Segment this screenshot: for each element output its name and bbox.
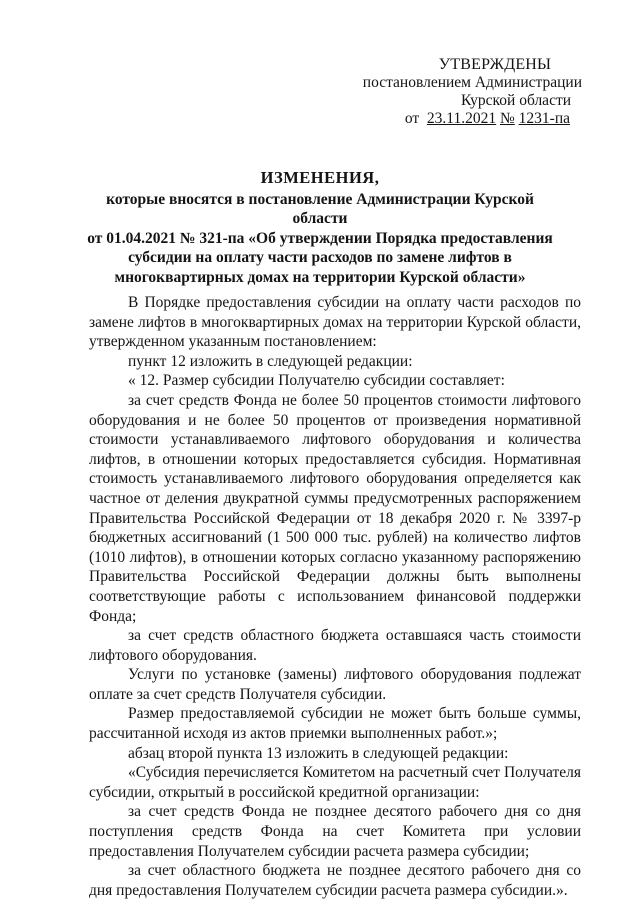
- approval-title: УТВЕРЖДЕНЫ: [438, 56, 552, 73]
- body-paragraph: абзац второй пункта 13 изложить в следующей редакции:: [128, 744, 509, 762]
- heading-title: ИЗМЕНЕНИЯ,: [260, 168, 380, 187]
- heading-line: от 01.04.2021 № 321-па «Об утверждении Порядка предоставления: [87, 229, 553, 247]
- approval-line-administration: постановлением Администрации: [362, 74, 582, 91]
- approval-block: [360, 56, 600, 128]
- body-paragraph: «Субсидия перечисляется Комитетом на расчетный счет Получателя субсидии, открытый в российской кредитной организации:: [89, 764, 581, 801]
- body-paragraph: за счет средств Фонда не позднее десятого рабочего дня со дня поступления средств Фонда на счет Комитета при условии предоставления Получателем субсидии расчета размера субсидии;: [89, 803, 581, 860]
- document-heading: [80, 168, 560, 287]
- number-sign: №: [499, 110, 515, 127]
- heading-line: многоквартирных домах на территории Курской области»: [114, 268, 526, 286]
- body-paragraph: за счет областного бюджета не позднее десятого рабочего дня со дня предоставления Получателем субсидии расчета размера субсидии.».: [89, 862, 581, 899]
- body-paragraph: пункт 12 изложить в следующей редакции:: [128, 352, 413, 370]
- approval-number: 1231-па: [518, 110, 570, 127]
- body-paragraph: В Порядке предоставления субсидии на оплату части расходов по замене лифтов в многоквартирных домах на территории Курской области, утвержденном указанным постановлением:: [89, 294, 581, 351]
- date-prefix: от: [404, 110, 420, 127]
- approval-date: 23.11.2021: [426, 110, 497, 127]
- body-paragraph: Размер предоставляемой субсидии не может быть больше суммы, рассчитанной исходя из актов приемки выполненных работ.»;: [89, 705, 581, 743]
- heading-line: субсидии на оплату части расходов по замене лифтов в: [128, 249, 512, 266]
- body-paragraph: « 12. Размер субсидии Получателю субсидии составляет:: [128, 372, 505, 390]
- approval-date-line: [360, 110, 600, 128]
- body-paragraph: за счет средств Фонда не более 50 процентов стоимости лифтового оборудования и не более 50 процентов от произведения нормативной стоимости устанавливаемого лифтового оборудования и количества лифтов, в отношении которых предоставляется субсидия. Нормативная стоимость устанавливаемого лифтового оборудования определяется как частное от деления двукратной суммы предусмотренных распоряжением Правительства Российской Федерации от 18 декабря 2020 г. № 3397-р бюджетных ассигнований (1 500 000 тыс. рублей) на количество лифтов (1010 лифтов), в отношении которых согласно указанному распоряжению Правительства Российской Федерации должны быть выполнены соответствующие работы с использованием финансовой поддержки Фонда;: [89, 391, 581, 625]
- body-paragraph: за счет средств областного бюджета оставшаяся часть стоимости лифтового оборудования.: [89, 627, 581, 664]
- body-paragraph: Услуги по установке (замены) лифтового оборудования подлежат оплате за счет средств Получателя субсидии.: [89, 666, 581, 703]
- document-body: [89, 293, 581, 900]
- heading-line: которые вносятся в постановление Администрации Курской области: [106, 190, 534, 227]
- approval-line-region: Курской области: [460, 92, 572, 109]
